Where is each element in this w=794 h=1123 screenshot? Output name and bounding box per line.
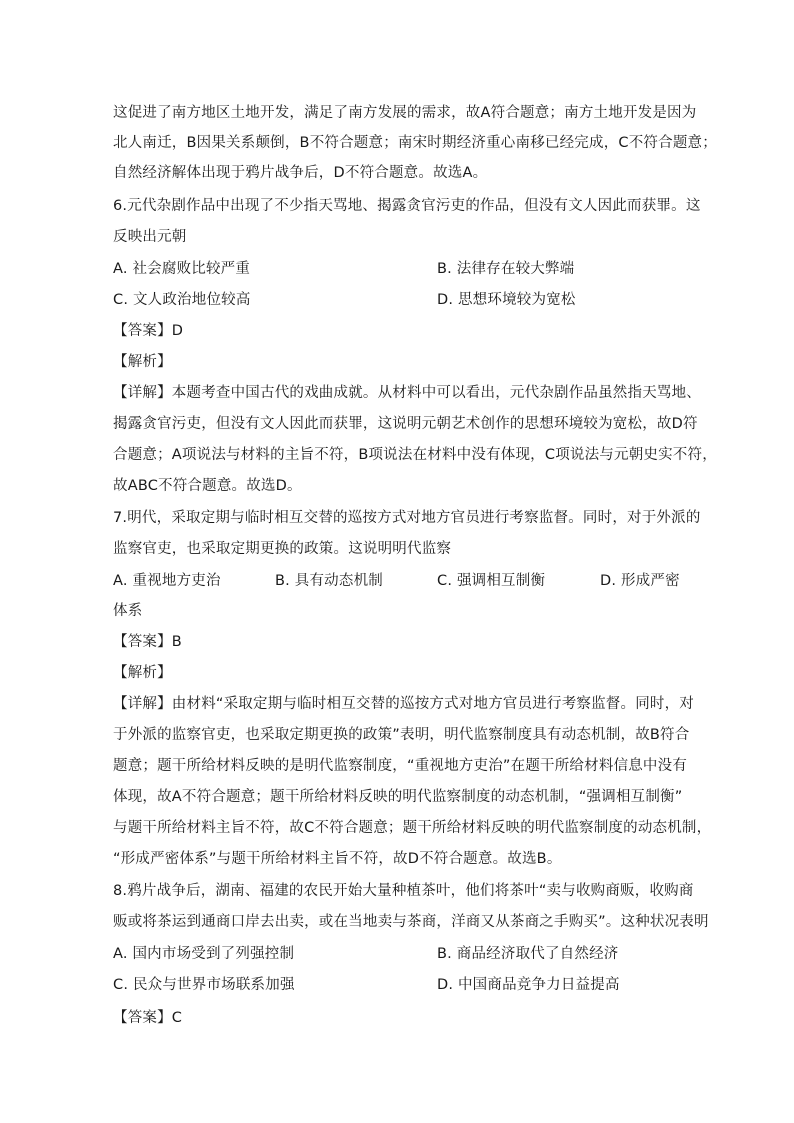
q6-answer: 【答案】D <box>113 323 184 339</box>
text-line: 这促进了南方地区土地开发，满足了南方发展的需求，故A符合题意；南方土地开发是因为 <box>113 105 697 121</box>
q7-detail-line: 【详解】由材料“采取定期与临时相互交替的巡按方式对地方官员进行考察监督。同时，对 <box>113 696 695 712</box>
q7-option-d: D. 形成严密 <box>600 573 680 589</box>
q8-option-c: C. 民众与世界市场联系加强 <box>113 977 295 993</box>
q6-detail-line: 故ABC不符合题意。故选D。 <box>113 478 302 494</box>
q7-option-d-wrap: 体系 <box>113 603 143 619</box>
q7-detail-line: 题意；题干所给材料反映的是明代监察制度，“重视地方吏治”在题干所给材料信息中没有 <box>113 758 688 774</box>
q8-answer: 【答案】C <box>113 1010 183 1026</box>
q7-answer: 【答案】B <box>113 634 182 650</box>
q8-option-a: A. 国内市场受到了列强控制 <box>113 946 295 962</box>
q6-option-d: D. 思想环境较为宽松 <box>437 292 576 308</box>
question-7-stem: 7.明代，采取定期与临时相互交替的巡按方式对地方官员进行考察监督。同时，对于外派的 <box>113 510 701 526</box>
question-7-stem: 监察官吏，也采取定期更换的政策。这说明明代监察 <box>113 541 452 557</box>
text-line: 北人南迁，B因果关系颠倒，B不符合题意；南宋时期经济重心南移已经完成，C不符合题意； <box>113 135 717 151</box>
q6-detail-line: 合题意；A项说法与材料的主旨不符，B项说法在材料中没有体现，C项说法与元朝史实不符， <box>113 447 717 463</box>
q6-analysis-heading: 【解析】 <box>113 354 172 370</box>
question-8-stem: 8.鸦片战争后，湖南、福建的农民开始大量种植茶叶，他们将茶叶“卖与收购商贩，收购商 <box>113 883 694 899</box>
q7-detail-line: 与题干所给材料主旨不符，故C不符合题意；题干所给材料反映的明代监察制度的动态机制， <box>113 820 712 836</box>
q8-option-d: D. 中国商品竞争力日益提高 <box>437 977 620 993</box>
q7-detail-line: “形成严密体系”与题干所给材料主旨不符，故D不符合题意。故选B。 <box>113 851 562 867</box>
q7-option-a: A. 重视地方吏治 <box>113 573 221 589</box>
q8-option-b: B. 商品经济取代了自然经济 <box>437 946 619 962</box>
question-8-stem: 贩或将茶运到通商口岸去出卖，或在当地卖与茶商，洋商又从茶商之手购买”。这种状况表明 <box>113 914 709 930</box>
q6-option-b: B. 法律存在较大弊端 <box>437 261 575 277</box>
q6-option-c: C. 文人政治地位较高 <box>113 292 251 308</box>
q6-option-a: A. 社会腐败比较严重 <box>113 261 251 277</box>
q7-option-b: B. 具有动态机制 <box>275 573 383 589</box>
question-6-stem: 6.元代杂剧作品中出现了不少指天骂地、揭露贪官污吏的作品，但没有文人因此而获罪。这 <box>113 198 701 214</box>
q7-detail-line: 体现，故A不符合题意；题干所给材料反映的明代监察制度的动态机制，“强调相互制衡” <box>113 789 683 805</box>
q7-analysis-heading: 【解析】 <box>113 665 172 681</box>
question-6-stem: 反映出元朝 <box>113 229 187 245</box>
q6-detail-line: 揭露贪官污吏，但没有文人因此而获罪，这说明元朝艺术创作的思想环境较为宽松，故D符 <box>113 416 698 432</box>
text-line: 自然经济解体出现于鸦片战争后，D不符合题意。故选A。 <box>113 165 488 181</box>
q7-option-c: C. 强调相互制衡 <box>437 573 546 589</box>
q6-detail-line: 【详解】本题考查中国古代的戏曲成就。从材料中可以看出，元代杂剧作品虽然指天骂地、 <box>113 385 701 401</box>
q7-detail-line: 于外派的监察官吏，也采取定期更换的政策”表明，明代监察制度具有动态机制，故B符合 <box>113 727 690 743</box>
